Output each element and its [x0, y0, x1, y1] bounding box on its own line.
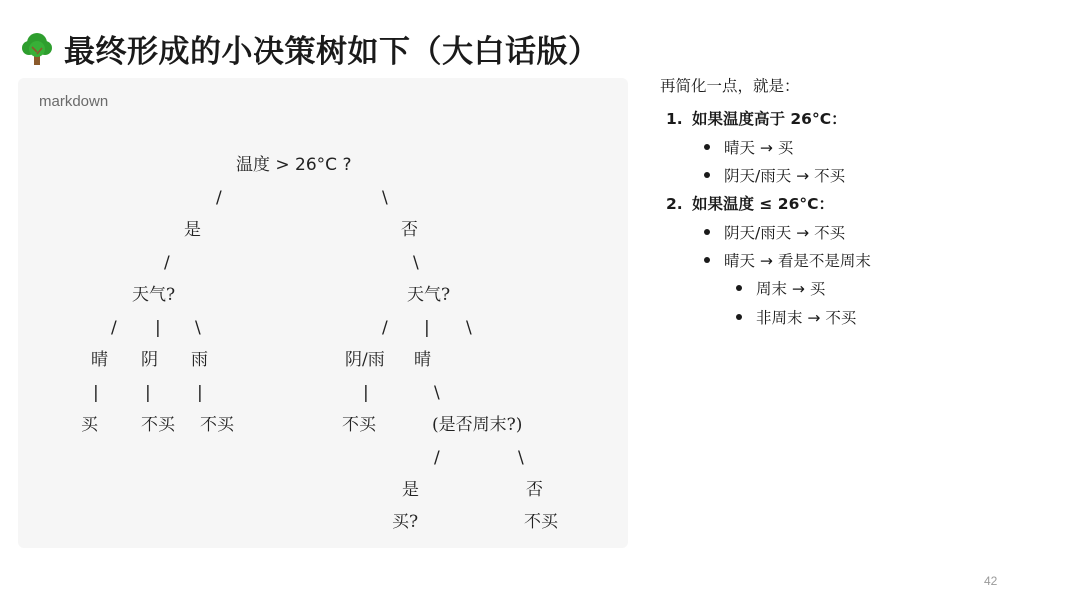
summary-item: [666, 192, 834, 214]
item-number: 2.: [666, 195, 683, 213]
tree-no-label: 否: [401, 220, 418, 240]
branch-line: /: [382, 318, 388, 338]
tree-leaf-not-buy: 不买: [524, 512, 558, 532]
code-block: [18, 78, 628, 548]
branch-line: /: [111, 318, 117, 338]
tree-leaf-buy-question: 买?: [392, 512, 419, 532]
item-number: 1.: [666, 110, 683, 128]
bullet-item: 阴天/雨天 → 不买: [724, 164, 845, 186]
branch-line: /: [164, 253, 170, 273]
page-title: 最终形成的小决策树如下（大白话版）: [64, 33, 600, 70]
item-label: 如果温度高于 26°C：: [692, 110, 847, 128]
sub-bullet-item: 非周末 → 不买: [756, 306, 856, 328]
branch-line: |: [424, 318, 430, 338]
page-number: 42: [984, 574, 998, 588]
tree-weekend-no: 否: [526, 480, 543, 500]
tree-root: 温度 > 26°C ?: [236, 155, 352, 175]
branch-line: |: [197, 383, 203, 403]
tree-icon: [20, 30, 54, 66]
code-language-label: markdown: [39, 93, 109, 110]
branch-line: \: [518, 448, 524, 468]
bullet-item: 阴天/雨天 → 不买: [724, 221, 845, 243]
branch-line: |: [145, 383, 151, 403]
tree-leaf-not-buy: 不买: [200, 415, 234, 435]
branch-line: /: [434, 448, 440, 468]
tree-yes-label: 是: [184, 220, 201, 240]
sub-bullet-item: 周末 → 买: [756, 277, 825, 299]
tree-sunny-right: 晴: [414, 350, 431, 370]
summary-item: [666, 107, 847, 129]
tree-leaf-buy: 买: [81, 415, 98, 435]
summary-intro: 再简化一点，就是：: [660, 77, 800, 95]
bullet-item: 晴天 → 看是不是周末: [724, 249, 871, 271]
tree-weekend-yes: 是: [402, 480, 419, 500]
branch-line: \: [382, 188, 388, 208]
branch-line: \: [413, 253, 419, 273]
bullet-item: 晴天 → 买: [724, 136, 793, 158]
tree-weather-question-left: 天气?: [132, 285, 176, 305]
item-label: 如果温度 ≤ 26°C：: [692, 195, 834, 213]
tree-sunny: 晴: [91, 350, 108, 370]
tree-weather-question-right: 天气?: [407, 285, 451, 305]
tree-leaf-not-buy: 不买: [141, 415, 175, 435]
tree-overcast: 阴: [141, 350, 158, 370]
branch-line: |: [93, 383, 99, 403]
branch-line: /: [216, 188, 222, 208]
branch-line: \: [466, 318, 472, 338]
branch-line: |: [155, 318, 161, 338]
tree-overcast-rain: 阴/雨: [345, 350, 385, 370]
branch-line: \: [195, 318, 201, 338]
branch-line: \: [434, 383, 440, 403]
tree-leaf-not-buy: 不买: [342, 415, 376, 435]
tree-rain: 雨: [191, 350, 208, 370]
slide-title: [20, 28, 600, 68]
tree-weekend-question: (是否周末?): [432, 415, 523, 435]
branch-line: |: [363, 383, 369, 403]
